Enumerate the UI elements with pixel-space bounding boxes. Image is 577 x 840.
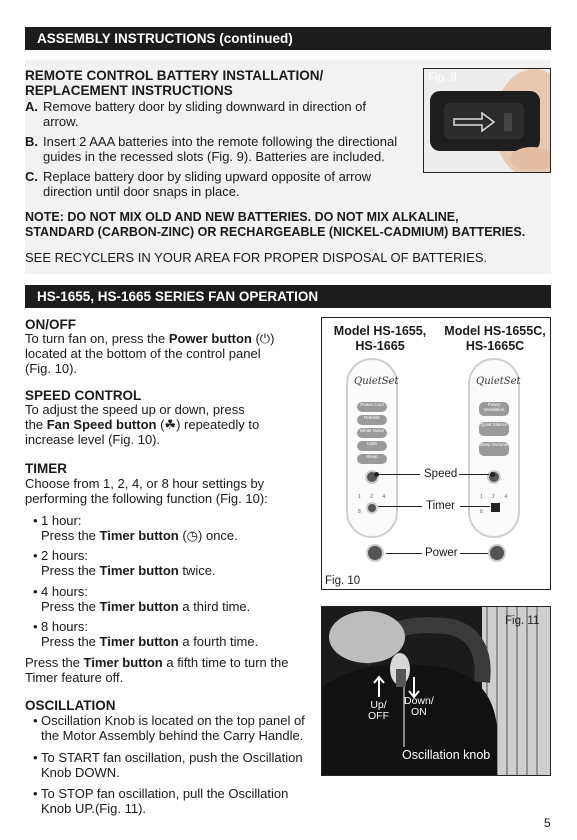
- assembly-section-title: ASSEMBLY INSTRUCTIONS (continued): [37, 31, 293, 46]
- timer-post: (◷) once.: [178, 528, 238, 543]
- step-text: guides in the recessed slots (Fig. 9). Batteries are included.: [43, 149, 385, 164]
- power-icon: (⏻): [251, 331, 275, 346]
- fan-speed-icon: (☘) repeatedly to: [156, 417, 260, 432]
- speed-pill: Refresh: [357, 415, 387, 425]
- timer-button-term: Timer button: [99, 599, 179, 614]
- speed-pill: Power Cool: [357, 402, 387, 412]
- onoff-text-line: located at the bottom of the control panel: [25, 346, 261, 361]
- model-left-title: [326, 324, 434, 354]
- down-on-label: Down/ ON: [404, 695, 434, 718]
- step-a: [25, 99, 415, 134]
- power-button-term: Power button: [168, 331, 252, 346]
- oscillation-text-line: Oscillation Knob is located on the top panel of: [41, 713, 305, 728]
- battery-heading: [25, 68, 323, 98]
- callout-timer: Timer: [426, 500, 455, 512]
- timer-off-text: [25, 655, 288, 685]
- onoff-text: [25, 331, 274, 376]
- timer-pre: Press the: [41, 634, 100, 649]
- step-b: [25, 134, 415, 169]
- power-button-icon: [366, 544, 384, 562]
- callout-line: [460, 506, 490, 507]
- battery-heading-line2: REPLACEMENT INSTRUCTIONS: [25, 83, 233, 98]
- timer-hours: 8 hours:: [41, 619, 88, 634]
- onoff-text-part: To turn fan on, press the: [25, 331, 169, 346]
- step-text: Insert 2 AAA batteries into the remote following the directional: [43, 134, 398, 149]
- timer-post: a fourth time.: [178, 634, 259, 649]
- bullet: •: [33, 584, 38, 599]
- timer-text: [25, 476, 268, 506]
- fig9-label: Fig. 9: [428, 72, 457, 84]
- bullet: •: [33, 713, 38, 728]
- step-text: arrow.: [43, 114, 79, 129]
- oscillation-text-line: the Motor Assembly behind the Carry Handle.: [41, 728, 304, 743]
- step-text: Remove battery door by sliding downward in direction of: [43, 99, 367, 114]
- timer-text-line: performing the following function (Fig. 10):: [25, 491, 268, 506]
- speed-pill: Power Ventilation: [479, 402, 509, 416]
- operation-section-title: HS-1655, HS-1665 SERIES FAN OPERATION: [37, 289, 319, 304]
- oscillation-text-line: To STOP fan oscillation, pull the Oscillation: [41, 786, 289, 801]
- speed-text-part: the: [25, 417, 47, 432]
- assembly-section-bar: [25, 27, 551, 50]
- speed-heading: SPEED CONTROL: [25, 388, 142, 403]
- speed-text-line: To adjust the speed up or down, press: [25, 402, 245, 417]
- oscillation-text-line: Knob DOWN.: [41, 765, 120, 780]
- fig11-oscillation-photo: [321, 606, 551, 776]
- control-panel-right: [468, 358, 520, 538]
- timer-pre: Press the: [41, 563, 100, 578]
- timer-hours: 2 hours:: [41, 548, 88, 563]
- callout-line: [386, 553, 422, 554]
- speed-pill: Quiet Silence: [479, 422, 509, 436]
- oscillation-knob-label: Oscillation knob: [402, 748, 491, 762]
- bullet: •: [33, 619, 38, 634]
- oscillation-text-line: To START fan oscillation, push the Oscillation: [41, 750, 303, 765]
- timer-button-icon: [491, 503, 500, 512]
- recycle-notice: SEE RECYCLERS IN YOUR AREA FOR PROPER DISPOSAL OF BATTERIES.: [25, 250, 488, 265]
- battery-steps: [25, 99, 415, 204]
- operation-section-bar: [25, 285, 551, 308]
- brand-logo: QuietSet: [354, 376, 399, 387]
- oscillation-text-line: Knob UP.(Fig. 11).: [41, 801, 147, 816]
- model-right-line1: Model HS-1655C,: [444, 324, 546, 338]
- bullet: •: [33, 750, 38, 765]
- speed-pill: White Noise: [357, 428, 387, 438]
- callout-line: [378, 506, 422, 507]
- step-letter: B.: [25, 134, 38, 149]
- fig11-label: Fig. 11: [505, 615, 540, 627]
- timer-pre: Press the: [41, 599, 100, 614]
- fig10-control-panels: [321, 317, 551, 590]
- speed-pill: Sleep: [357, 454, 387, 464]
- timer-button-term: Timer button: [99, 528, 179, 543]
- timer-text-line: Choose from 1, 2, 4, or 8 hour settings by: [25, 476, 265, 491]
- fig10-label: Fig. 10: [325, 575, 361, 587]
- step-text: Replace battery door by sliding upward opposite of arrow: [43, 169, 372, 184]
- battery-heading-line1: REMOTE CONTROL BATTERY INSTALLATION/: [25, 68, 324, 83]
- step-letter: C.: [25, 169, 38, 184]
- step-letter: A.: [25, 99, 38, 114]
- timer-indicator-labels: 1 2 4 8: [358, 494, 390, 515]
- timer-post: twice.: [178, 563, 216, 578]
- timer-button-icon: [366, 502, 378, 514]
- callout-line: [460, 553, 488, 554]
- speed-text-line: increase level (Fig. 10).: [25, 432, 161, 447]
- onoff-text-line: (Fig. 10).: [25, 361, 78, 376]
- model-left-line1: Model HS-1655,: [333, 324, 427, 338]
- timer-hours: 1 hour:: [41, 513, 82, 528]
- control-panel-left: [346, 358, 398, 538]
- callout-dot: [490, 472, 495, 477]
- speed-pill: Sleep Summer: [479, 442, 509, 456]
- timer-button-term: Timer button: [83, 655, 163, 670]
- fig9-photo: [423, 68, 551, 173]
- callout-speed: Speed: [424, 468, 458, 480]
- model-left-line2: HS-1665: [355, 339, 405, 353]
- bullet: •: [33, 513, 38, 528]
- step-c: [25, 169, 415, 204]
- model-right-title: [440, 324, 550, 354]
- power-button-icon: [488, 544, 506, 562]
- onoff-heading: ON/OFF: [25, 317, 76, 332]
- bullet: •: [33, 786, 38, 801]
- page-number: 5: [544, 816, 551, 830]
- callout-line: [459, 474, 489, 475]
- timer-hours: 4 hours:: [41, 584, 88, 599]
- note-line1: NOTE: DO NOT MIX OLD AND NEW BATTERIES. DO NOT MIX ALKALINE,: [25, 210, 459, 224]
- speed-text: [25, 402, 259, 447]
- note-line2: STANDARD (CARBON-ZINC) OR RECHARGEABLE (NICKEL-CADMIUM) BATTERIES.: [25, 225, 526, 239]
- callout-line: [378, 474, 420, 475]
- timer-indicator-labels: 1 2 4 8: [480, 494, 512, 515]
- timer-off-part: Press the: [25, 655, 84, 670]
- up-off-label: Up/ OFF: [368, 699, 389, 722]
- timer-off-part: a fifth time to turn the: [162, 655, 289, 670]
- timer-heading: TIMER: [25, 461, 67, 476]
- brand-logo: QuietSet: [476, 376, 521, 387]
- step-text: direction until door snaps in place.: [43, 184, 240, 199]
- timer-button-term: Timer button: [99, 634, 179, 649]
- model-right-line2: HS-1665C: [465, 339, 525, 353]
- fan-speed-button-term: Fan Speed button: [46, 417, 157, 432]
- callout-power: Power: [425, 547, 458, 559]
- oscillation-heading: OSCILLATION: [25, 698, 116, 713]
- speed-pill: Calm: [357, 441, 387, 451]
- timer-button-term: Timer button: [99, 563, 179, 578]
- battery-note: [25, 210, 525, 240]
- bullet: •: [33, 548, 38, 563]
- timer-off-line: Timer feature off.: [25, 670, 124, 685]
- timer-post: a third time.: [178, 599, 251, 614]
- timer-pre: Press the: [41, 528, 100, 543]
